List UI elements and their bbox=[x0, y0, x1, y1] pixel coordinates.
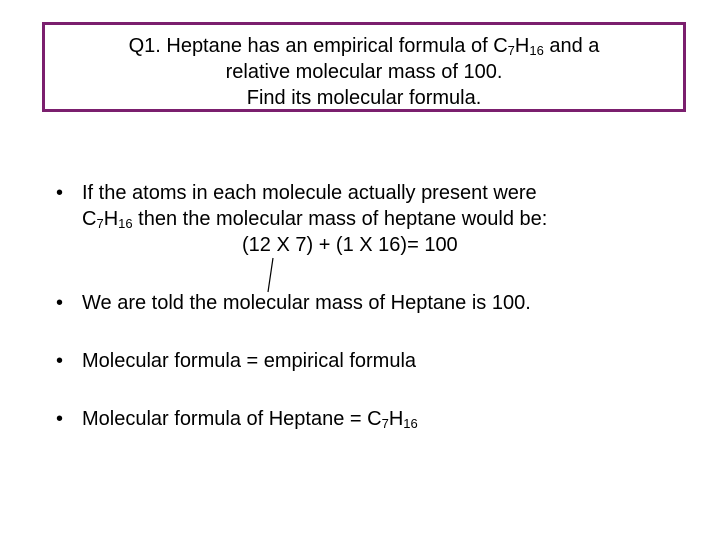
bullet-1-h: H bbox=[103, 208, 119, 230]
subscript-7: 7 bbox=[507, 43, 515, 58]
bullet-4-h: H bbox=[388, 408, 404, 430]
bullet-dot-icon: • bbox=[56, 292, 64, 314]
subscript-7: 7 bbox=[96, 216, 104, 231]
subscript-7: 7 bbox=[381, 416, 389, 431]
bullet-1-rest: then the molecular mass of heptane would be: bbox=[132, 208, 548, 230]
bullet-4-text bbox=[82, 406, 418, 432]
subscript-16: 16 bbox=[529, 43, 544, 58]
question-line-3: Find its molecular formula. bbox=[246, 87, 482, 109]
calculation-line: (12 X 7) + (1 X 16)= 100 bbox=[242, 234, 458, 256]
subscript-16: 16 bbox=[403, 416, 418, 431]
bullet-4-prefix: Molecular formula of Heptane = C bbox=[82, 408, 382, 430]
bullet-3-text: Molecular formula = empirical formula bbox=[82, 350, 417, 372]
bullet-dot-icon: • bbox=[56, 408, 64, 430]
bullet-1-line-1: If the atoms in each molecule actually present were bbox=[82, 182, 537, 204]
question-box bbox=[42, 22, 686, 112]
subscript-16: 16 bbox=[118, 216, 133, 231]
bullet-2-text: We are told the molecular mass of Heptane is 100. bbox=[82, 292, 531, 314]
question-text-b: and a bbox=[543, 35, 600, 57]
question-line-1 bbox=[45, 33, 683, 59]
bullet-dot-icon: • bbox=[56, 350, 64, 372]
question-text-h: H bbox=[514, 35, 530, 57]
question-line-2: relative molecular mass of 100. bbox=[225, 61, 503, 83]
bullet-dot-icon: • bbox=[56, 182, 64, 204]
question-text-a: Q1. Heptane has an empirical formula of C bbox=[128, 35, 508, 57]
bullet-1-c: C bbox=[82, 208, 97, 230]
